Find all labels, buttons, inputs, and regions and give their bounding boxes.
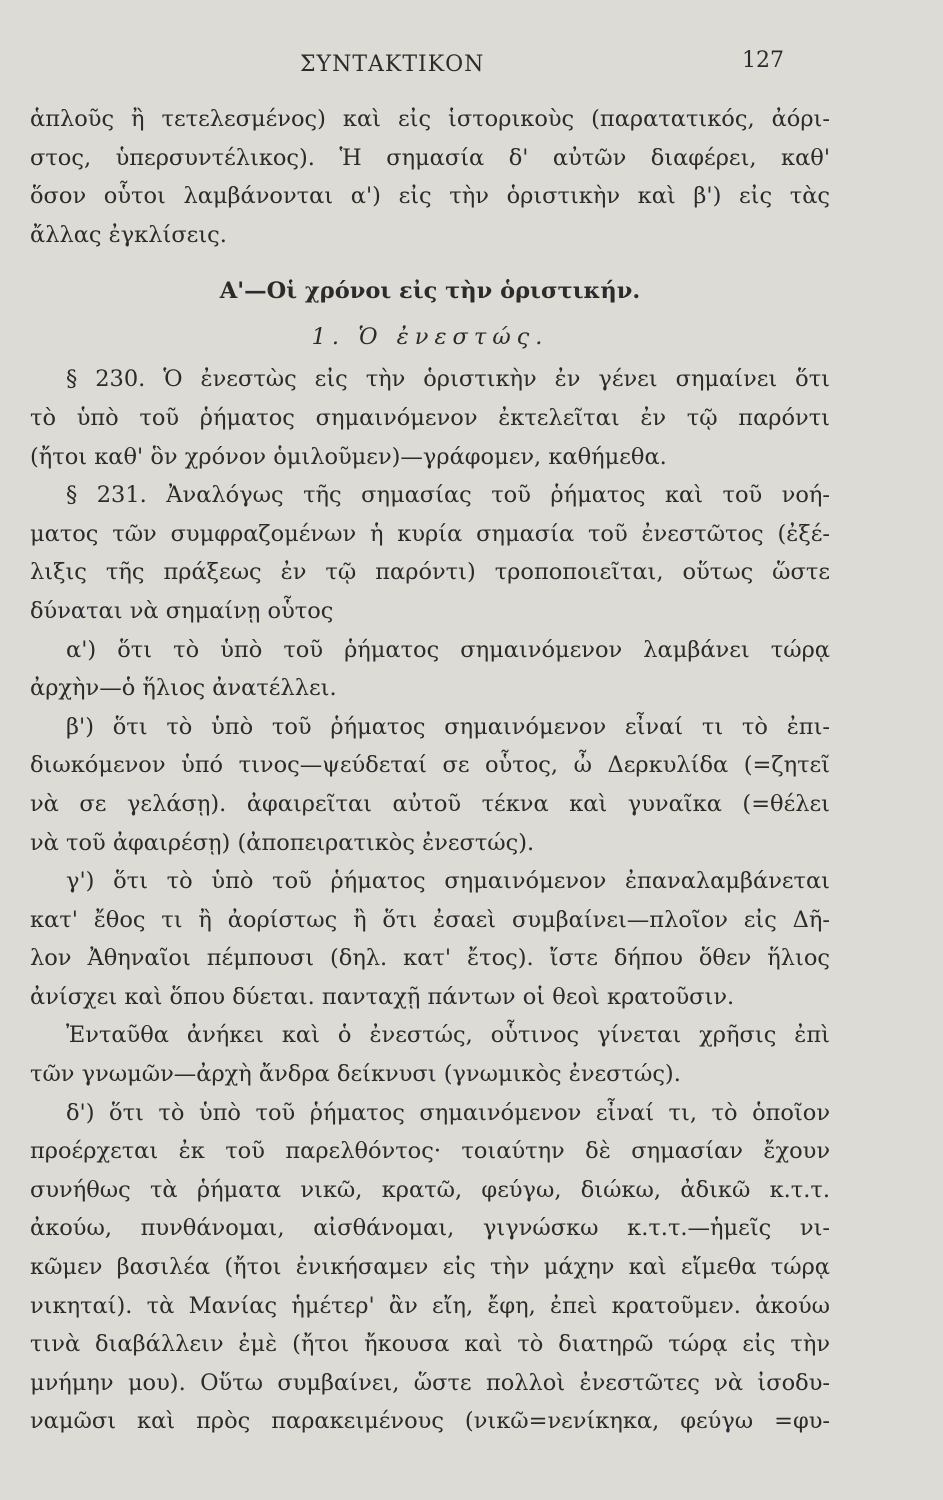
text-line: κῶμεν βασιλέα (ἤτοι ἐνικήσαμεν εἰς τὴν μάχην καὶ εἴμεθα τώρᾳ — [30, 1254, 830, 1281]
text-line: κατ' ἔθος τι ἢ ἀορίστως ἢ ὅτι ἐσαεὶ συμβαίνει—πλοῖον εἰς Δῆ- — [30, 906, 830, 933]
text-line: § 231. Ἀναλόγως τῆς σημασίας τοῦ ῥήματος καὶ τοῦ νοή- — [66, 482, 830, 509]
text-line: διωκόμενον ὑπό τινος—ψεύδεταί σε οὗτος, ὦ Δερκυλίδα (=ζητεῖ — [30, 752, 830, 779]
body-text — [30, 100, 830, 1441]
running-title: ΣΥΝΤΑΚΤΙΚΟΝ — [300, 52, 485, 77]
text-line: προέρχεται ἐκ τοῦ παρελθόντος· τοιαύτην δὲ σημασίαν ἔχουν — [30, 1138, 830, 1165]
text-line: Ἐνταῦθα ἀνήκει καὶ ὁ ἐνεστώς, οὗτινος γίνεται χρῆσις ἐπὶ — [66, 1022, 830, 1049]
text-line: α') ὅτι τὸ ὑπὸ τοῦ ῥήματος σημαινόμενον λαμβάνει τώρᾳ — [66, 636, 830, 663]
text-line: τῶν γνωμῶν—ἀρχὴ ἄνδρα δείκνυσι (γνωμικὸς ἐνεστώς). — [30, 1061, 681, 1088]
text-line: ματος τῶν συμφραζομένων ἡ κυρία σημασία τοῦ ἐνεστῶτος (ἐξέ- — [30, 520, 830, 547]
text-line: λον Ἀθηναῖοι πέμπουσι (δηλ. κατ' ἔτος). ἴστε δήπου ὅθεν ἥλιος — [30, 945, 830, 972]
text-line: δύναται νὰ σημαίνῃ οὗτος — [30, 597, 334, 624]
text-line: ἀκούω, πυνθάνομαι, αἰσθάνομαι, γιγνώσκω κ.τ.τ.—ἡμεῖς νι- — [30, 1215, 830, 1242]
text-line: μνήμην μου). Οὕτω συμβαίνει, ὥστε πολλοὶ ἐνεστῶτες νὰ ἰσοδυ- — [30, 1369, 830, 1396]
page-number: 127 — [742, 48, 784, 73]
text-line: συνήθως τὰ ῥήματα νικῶ, κρατῶ, φεύγω, διώκω, ἀδικῶ κ.τ.τ. — [30, 1176, 830, 1203]
page-header — [0, 46, 943, 86]
text-line: ναμῶσι καὶ πρὸς παρακειμένους (νικῶ=νενίκηκα, φεύγω =φυ- — [30, 1408, 830, 1435]
text-line: στος, ὑπερσυντέλικος). Ἡ σημασία δ' αὐτῶν διαφέρει, καθ' — [30, 144, 830, 171]
text-line: β') ὅτι τὸ ὑπὸ τοῦ ῥήματος σημαινόμενον εἶναί τι τὸ ἐπι- — [66, 713, 830, 740]
text-line: ἁπλοῦς ἢ τετελεσμένος) καὶ εἰς ἱστορικοὺς (παρατατικός, ἀόρι- — [30, 106, 830, 132]
text-line: νὰ τοῦ ἀφαιρέσῃ) (ἀποπειρατικὸς ἐνεστώς). — [30, 829, 535, 856]
text-line: ἀρχὴν—ὁ ἥλιος ἀνατέλλει. — [30, 675, 337, 702]
text-line: λιξις τῆς πράξεως ἐν τῷ παρόντι) τροποποιεῖται, οὕτως ὥστε — [30, 559, 830, 586]
text-line: νὰ σε γελάσῃ). ἀφαιρεῖται αὐτοῦ τέκνα καὶ γυναῖκα (=θέλει — [30, 790, 830, 817]
text-line: ὅσον οὗτοι λαμβάνονται α') εἰς τὴν ὁριστικὴν καὶ β') εἰς τὰς — [30, 183, 830, 210]
text-line: γ') ὅτι τὸ ὑπὸ τοῦ ῥήματος σημαινόμενον ἐπαναλαμβάνεται — [66, 868, 830, 895]
text-line: ἀνίσχει καὶ ὅπου δύεται. πανταχῇ πάντων οἱ θεοὶ κρατοῦσιν. — [30, 983, 735, 1010]
section-heading: Α'—Οἱ χρόνοι εἰς τὴν ὁριστικήν. — [219, 278, 641, 305]
text-line: τινὰ διαβάλλειν ἐμὲ (ἤτοι ἤκουσα καὶ τὸ διατηρῶ τώρᾳ εἰς τὴν — [30, 1331, 830, 1358]
text-line: § 230. Ὁ ἐνεστὼς εἰς τὴν ὁριστικὴν ἐν γένει σημαίνει ὅτι — [66, 366, 830, 393]
subsection-heading: 1. Ὁ ἐνεστώς. — [311, 324, 549, 351]
text-line: νικηταί). τὰ Μανίας ἡμέτερ' ἂν εἴη, ἔφη, ἐπεὶ κρατοῦμεν. ἀκούω — [30, 1292, 830, 1319]
text-line: δ') ὅτι τὸ ὑπὸ τοῦ ῥήματος σημαινόμενον εἶναί τι, τὸ ὁποῖον — [66, 1099, 830, 1126]
text-line: (ἤτοι καθ' ὃν χρόνον ὁμιλοῦμεν)—γράφομεν, καθήμεθα. — [30, 443, 667, 470]
text-line: τὸ ὑπὸ τοῦ ῥήματος σημαινόμενον ἐκτελεῖται ἐν τῷ παρόντι — [30, 404, 830, 431]
text-line: ἄλλας ἐγκλίσεις. — [30, 221, 227, 248]
